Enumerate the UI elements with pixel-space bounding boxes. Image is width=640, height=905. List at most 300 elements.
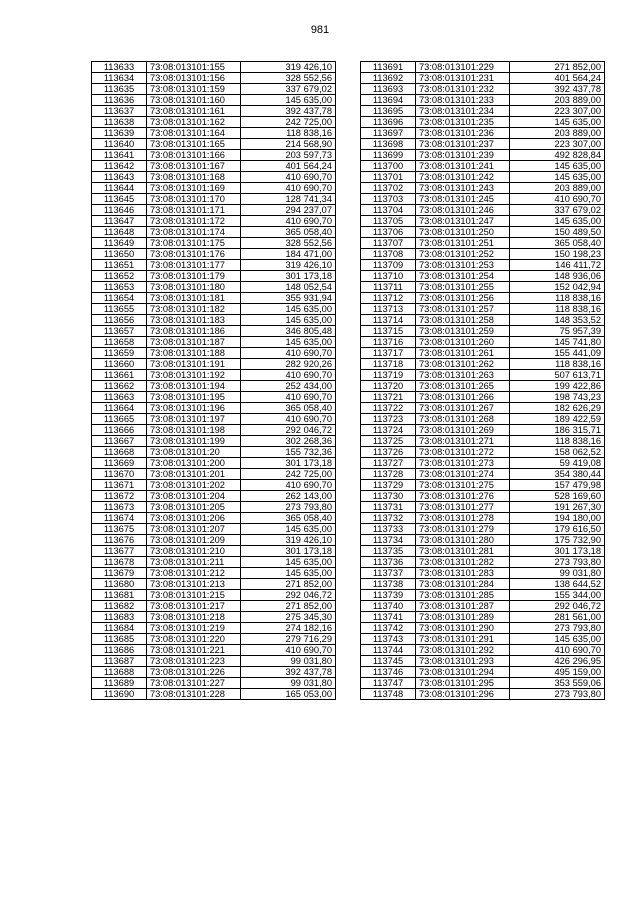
cadastral-number-cell: 73:08:013101:182 [147, 304, 241, 315]
cadastral-value-cell: 203 597,73 [241, 150, 336, 161]
record-number-cell: 113725 [361, 436, 416, 447]
cadastral-value-cell: 118 838,16 [510, 304, 605, 315]
record-number-cell: 113677 [92, 546, 147, 557]
record-number-cell: 113656 [92, 315, 147, 326]
table-row [92, 612, 336, 623]
record-number-cell: 113748 [361, 689, 416, 700]
cadastral-value-cell: 138 644,52 [510, 579, 605, 590]
cadastral-value-cell: 328 552,56 [241, 73, 336, 84]
record-number-cell: 113709 [361, 260, 416, 271]
cadastral-value-cell: 337 679,02 [241, 84, 336, 95]
table-row [361, 524, 605, 535]
record-number-cell: 113703 [361, 194, 416, 205]
record-number-cell: 113728 [361, 469, 416, 480]
record-number-cell: 113653 [92, 282, 147, 293]
table-row [92, 117, 336, 128]
cadastral-number-cell: 73:08:013101:209 [147, 535, 241, 546]
cadastral-number-cell: 73:08:013101:246 [416, 205, 510, 216]
page-number: 981 [310, 24, 330, 36]
table-row [361, 106, 605, 117]
cadastral-value-cell: 410 690,70 [241, 216, 336, 227]
cadastral-number-cell: 73:08:013101:279 [416, 524, 510, 535]
cadastral-number-cell: 73:08:013101:191 [147, 359, 241, 370]
cadastral-value-cell: 492 828,84 [510, 150, 605, 161]
record-number-cell: 113662 [92, 381, 147, 392]
cadastral-value-cell: 273 793,80 [510, 689, 605, 700]
cadastral-value-cell: 145 635,00 [241, 557, 336, 568]
table-row [92, 95, 336, 106]
record-number-cell: 113739 [361, 590, 416, 601]
record-number-cell: 113741 [361, 612, 416, 623]
cadastral-number-cell: 73:08:013101:176 [147, 249, 241, 260]
table-row [92, 447, 336, 458]
cadastral-number-cell: 73:08:013101:254 [416, 271, 510, 282]
table-row [92, 513, 336, 524]
cadastral-value-cell: 175 732,90 [510, 535, 605, 546]
cadastral-value-cell: 346 805,48 [241, 326, 336, 337]
cadastral-value-cell: 223 307,00 [510, 139, 605, 150]
cadastral-value-cell: 319 426,10 [241, 535, 336, 546]
table-row [361, 84, 605, 95]
record-number-cell: 113633 [92, 62, 147, 73]
table-row [92, 161, 336, 172]
table-row [361, 216, 605, 227]
record-number-cell: 113713 [361, 304, 416, 315]
cadastral-number-cell: 73:08:013101:207 [147, 524, 241, 535]
table-row [92, 425, 336, 436]
record-number-cell: 113708 [361, 249, 416, 260]
ledger-body-right [361, 62, 605, 700]
cadastral-value-cell: 118 838,16 [510, 359, 605, 370]
cadastral-number-cell: 73:08:013101:251 [416, 238, 510, 249]
table-row [92, 689, 336, 700]
table-row [92, 502, 336, 513]
table-row [361, 293, 605, 304]
table-row [361, 447, 605, 458]
record-number-cell: 113733 [361, 524, 416, 535]
table-row [361, 612, 605, 623]
cadastral-value-cell: 410 690,70 [241, 392, 336, 403]
table-row [92, 579, 336, 590]
cadastral-number-cell: 73:08:013101:223 [147, 656, 241, 667]
cadastral-value-cell: 271 852,00 [241, 579, 336, 590]
table-row [92, 62, 336, 73]
table-row [92, 436, 336, 447]
cadastral-value-cell: 199 422,86 [510, 381, 605, 392]
record-number-cell: 113686 [92, 645, 147, 656]
table-row [361, 359, 605, 370]
table-row [92, 128, 336, 139]
cadastral-number-cell: 73:08:013101:175 [147, 238, 241, 249]
cadastral-value-cell: 203 889,00 [510, 183, 605, 194]
cadastral-value-cell: 273 793,80 [510, 557, 605, 568]
record-number-cell: 113672 [92, 491, 147, 502]
cadastral-value-cell: 279 716,29 [241, 634, 336, 645]
cadastral-value-cell: 410 690,70 [241, 348, 336, 359]
record-number-cell: 113740 [361, 601, 416, 612]
record-number-cell: 113655 [92, 304, 147, 315]
cadastral-number-cell: 73:08:013101:250 [416, 227, 510, 238]
cadastral-value-cell: 410 690,70 [241, 414, 336, 425]
table-row [361, 557, 605, 568]
table-row [92, 106, 336, 117]
record-number-cell: 113701 [361, 172, 416, 183]
table-row [361, 425, 605, 436]
table-row [92, 359, 336, 370]
record-number-cell: 113649 [92, 238, 147, 249]
cadastral-value-cell: 145 635,00 [241, 524, 336, 535]
cadastral-value-cell: 75 957,39 [510, 326, 605, 337]
cadastral-value-cell: 301 173,18 [241, 458, 336, 469]
cadastral-number-cell: 73:08:013101:213 [147, 579, 241, 590]
cadastral-number-cell: 73:08:013101:199 [147, 436, 241, 447]
table-row [361, 370, 605, 381]
table-row [361, 348, 605, 359]
record-number-cell: 113734 [361, 535, 416, 546]
record-number-cell: 113711 [361, 282, 416, 293]
record-number-cell: 113693 [361, 84, 416, 95]
table-row [92, 227, 336, 238]
table-row [361, 183, 605, 194]
table-row [361, 546, 605, 557]
cadastral-number-cell: 73:08:013101:187 [147, 337, 241, 348]
record-number-cell: 113730 [361, 491, 416, 502]
table-row [361, 392, 605, 403]
cadastral-value-cell: 155 732,36 [241, 447, 336, 458]
record-number-cell: 113727 [361, 458, 416, 469]
record-number-cell: 113695 [361, 106, 416, 117]
cadastral-value-cell: 145 635,00 [510, 161, 605, 172]
table-row [92, 183, 336, 194]
table-row [92, 194, 336, 205]
table-row [361, 161, 605, 172]
cadastral-value-cell: 118 838,16 [510, 293, 605, 304]
cadastral-number-cell: 73:08:013101:196 [147, 403, 241, 414]
cadastral-number-cell: 73:08:013101:291 [416, 634, 510, 645]
cadastral-number-cell: 73:08:013101:197 [147, 414, 241, 425]
table-row [92, 260, 336, 271]
record-number-cell: 113721 [361, 392, 416, 403]
table-row [361, 403, 605, 414]
table-row [361, 249, 605, 260]
record-number-cell: 113694 [361, 95, 416, 106]
record-number-cell: 113671 [92, 480, 147, 491]
cadastral-number-cell: 73:08:013101:162 [147, 117, 241, 128]
cadastral-value-cell: 319 426,10 [241, 62, 336, 73]
cadastral-number-cell: 73:08:013101:235 [416, 117, 510, 128]
cadastral-number-cell: 73:08:013101:290 [416, 623, 510, 634]
record-number-cell: 113722 [361, 403, 416, 414]
record-number-cell: 113647 [92, 216, 147, 227]
record-number-cell: 113667 [92, 436, 147, 447]
cadastral-value-cell: 118 838,16 [241, 128, 336, 139]
cadastral-value-cell: 252 434,00 [241, 381, 336, 392]
cadastral-number-cell: 73:08:013101:283 [416, 568, 510, 579]
record-number-cell: 113720 [361, 381, 416, 392]
cadastral-value-cell: 410 690,70 [241, 645, 336, 656]
table-row [361, 645, 605, 656]
table-row [92, 172, 336, 183]
record-number-cell: 113642 [92, 161, 147, 172]
record-number-cell: 113648 [92, 227, 147, 238]
cadastral-number-cell: 73:08:013101:233 [416, 95, 510, 106]
record-number-cell: 113717 [361, 348, 416, 359]
cadastral-number-cell: 73:08:013101:165 [147, 139, 241, 150]
table-row [361, 172, 605, 183]
table-row [92, 216, 336, 227]
cadastral-number-cell: 73:08:013101:204 [147, 491, 241, 502]
table-row [361, 326, 605, 337]
cadastral-value-cell: 292 046,72 [241, 425, 336, 436]
cadastral-value-cell: 145 635,00 [510, 172, 605, 183]
cadastral-value-cell: 198 743,23 [510, 392, 605, 403]
cadastral-number-cell: 73:08:013101:205 [147, 502, 241, 513]
record-number-cell: 113663 [92, 392, 147, 403]
table-row [361, 194, 605, 205]
cadastral-value-cell: 99 031,80 [241, 656, 336, 667]
cadastral-number-cell: 73:08:013101:256 [416, 293, 510, 304]
cadastral-number-cell: 73:08:013101:277 [416, 502, 510, 513]
cadastral-value-cell: 301 173,18 [241, 546, 336, 557]
record-number-cell: 113635 [92, 84, 147, 95]
ledger-table-right [360, 61, 605, 700]
table-row [92, 568, 336, 579]
cadastral-value-cell: 410 690,70 [510, 645, 605, 656]
table-row [92, 326, 336, 337]
record-number-cell: 113743 [361, 634, 416, 645]
cadastral-value-cell: 145 635,00 [241, 315, 336, 326]
table-row [361, 73, 605, 84]
cadastral-number-cell: 73:08:013101:159 [147, 84, 241, 95]
table-row [361, 139, 605, 150]
table-row [92, 337, 336, 348]
cadastral-number-cell: 73:08:013101:192 [147, 370, 241, 381]
table-row [92, 315, 336, 326]
cadastral-number-cell: 73:08:013101:261 [416, 348, 510, 359]
cadastral-value-cell: 337 679,02 [510, 205, 605, 216]
cadastral-value-cell: 410 690,70 [241, 480, 336, 491]
cadastral-value-cell: 410 690,70 [510, 194, 605, 205]
record-number-cell: 113679 [92, 568, 147, 579]
cadastral-value-cell: 410 690,70 [241, 172, 336, 183]
cadastral-number-cell: 73:08:013101:280 [416, 535, 510, 546]
record-number-cell: 113645 [92, 194, 147, 205]
cadastral-number-cell: 73:08:013101:266 [416, 392, 510, 403]
record-number-cell: 113735 [361, 546, 416, 557]
record-number-cell: 113737 [361, 568, 416, 579]
cadastral-number-cell: 73:08:013101:289 [416, 612, 510, 623]
table-row [92, 601, 336, 612]
record-number-cell: 113683 [92, 612, 147, 623]
table-row [361, 568, 605, 579]
cadastral-value-cell: 184 471,00 [241, 249, 336, 260]
cadastral-number-cell: 73:08:013101:294 [416, 667, 510, 678]
cadastral-value-cell: 145 635,00 [241, 337, 336, 348]
table-row [92, 458, 336, 469]
table-row [92, 645, 336, 656]
table-row [92, 392, 336, 403]
cadastral-value-cell: 242 725,00 [241, 469, 336, 480]
record-number-cell: 113658 [92, 337, 147, 348]
table-row [92, 304, 336, 315]
record-number-cell: 113660 [92, 359, 147, 370]
cadastral-value-cell: 528 169,60 [510, 491, 605, 502]
record-number-cell: 113704 [361, 205, 416, 216]
cadastral-number-cell: 73:08:013101:295 [416, 678, 510, 689]
cadastral-number-cell: 73:08:013101:211 [147, 557, 241, 568]
record-number-cell: 113731 [361, 502, 416, 513]
table-row [92, 678, 336, 689]
record-number-cell: 113715 [361, 326, 416, 337]
cadastral-value-cell: 118 838,16 [510, 436, 605, 447]
record-number-cell: 113724 [361, 425, 416, 436]
record-number-cell: 113744 [361, 645, 416, 656]
record-number-cell: 113745 [361, 656, 416, 667]
cadastral-number-cell: 73:08:013101:239 [416, 150, 510, 161]
record-number-cell: 113684 [92, 623, 147, 634]
record-number-cell: 113644 [92, 183, 147, 194]
table-row [361, 491, 605, 502]
cadastral-number-cell: 73:08:013101:198 [147, 425, 241, 436]
cadastral-number-cell: 73:08:013101:160 [147, 95, 241, 106]
cadastral-value-cell: 128 741,34 [241, 194, 336, 205]
record-number-cell: 113706 [361, 227, 416, 238]
cadastral-number-cell: 73:08:013101:167 [147, 161, 241, 172]
cadastral-value-cell: 282 920,26 [241, 359, 336, 370]
cadastral-value-cell: 273 793,80 [241, 502, 336, 513]
cadastral-value-cell: 145 635,00 [510, 117, 605, 128]
table-row [361, 117, 605, 128]
record-number-cell: 113702 [361, 183, 416, 194]
table-row [92, 84, 336, 95]
record-number-cell: 113698 [361, 139, 416, 150]
cadastral-number-cell: 73:08:013101:221 [147, 645, 241, 656]
cadastral-value-cell: 146 411,72 [510, 260, 605, 271]
cadastral-value-cell: 223 307,00 [510, 106, 605, 117]
cadastral-value-cell: 179 616,50 [510, 524, 605, 535]
table-row [361, 678, 605, 689]
record-number-cell: 113716 [361, 337, 416, 348]
table-row [92, 205, 336, 216]
record-number-cell: 113697 [361, 128, 416, 139]
cadastral-number-cell: 73:08:013101:259 [416, 326, 510, 337]
table-row [361, 282, 605, 293]
table-row [361, 601, 605, 612]
table-row [92, 546, 336, 557]
cadastral-number-cell: 73:08:013101:247 [416, 216, 510, 227]
record-number-cell: 113719 [361, 370, 416, 381]
record-number-cell: 113637 [92, 106, 147, 117]
cadastral-value-cell: 182 626,29 [510, 403, 605, 414]
cadastral-number-cell: 73:08:013101:262 [416, 359, 510, 370]
cadastral-value-cell: 155 441,09 [510, 348, 605, 359]
cadastral-value-cell: 148 052,54 [241, 282, 336, 293]
table-row [92, 634, 336, 645]
cadastral-value-cell: 203 889,00 [510, 128, 605, 139]
cadastral-number-cell: 73:08:013101:206 [147, 513, 241, 524]
table-row [361, 150, 605, 161]
cadastral-number-cell: 73:08:013101:285 [416, 590, 510, 601]
table-row [92, 403, 336, 414]
cadastral-number-cell: 73:08:013101:169 [147, 183, 241, 194]
cadastral-value-cell: 194 180,00 [510, 513, 605, 524]
table-row [361, 590, 605, 601]
cadastral-value-cell: 262 143,00 [241, 491, 336, 502]
record-number-cell: 113705 [361, 216, 416, 227]
cadastral-number-cell: 73:08:013101:218 [147, 612, 241, 623]
record-number-cell: 113707 [361, 238, 416, 249]
cadastral-number-cell: 73:08:013101:258 [416, 315, 510, 326]
cadastral-number-cell: 73:08:013101:242 [416, 172, 510, 183]
cadastral-number-cell: 73:08:013101:194 [147, 381, 241, 392]
cadastral-value-cell: 410 690,70 [241, 183, 336, 194]
cadastral-number-cell: 73:08:013101:171 [147, 205, 241, 216]
record-number-cell: 113685 [92, 634, 147, 645]
record-number-cell: 113661 [92, 370, 147, 381]
cadastral-value-cell: 392 437,78 [510, 84, 605, 95]
cadastral-value-cell: 328 552,56 [241, 238, 336, 249]
cadastral-number-cell: 73:08:013101:263 [416, 370, 510, 381]
table-row [361, 502, 605, 513]
table-row [92, 491, 336, 502]
record-number-cell: 113678 [92, 557, 147, 568]
record-number-cell: 113746 [361, 667, 416, 678]
cadastral-value-cell: 302 268,36 [241, 436, 336, 447]
cadastral-value-cell: 273 793,80 [510, 623, 605, 634]
table-row [92, 656, 336, 667]
cadastral-number-cell: 73:08:013101:183 [147, 315, 241, 326]
cadastral-number-cell: 73:08:013101:281 [416, 546, 510, 557]
record-number-cell: 113634 [92, 73, 147, 84]
cadastral-value-cell: 355 931,94 [241, 293, 336, 304]
cadastral-value-cell: 301 173,18 [510, 546, 605, 557]
record-number-cell: 113687 [92, 656, 147, 667]
cadastral-value-cell: 150 198,23 [510, 249, 605, 260]
record-number-cell: 113680 [92, 579, 147, 590]
table-row [92, 667, 336, 678]
cadastral-number-cell: 73:08:013101:181 [147, 293, 241, 304]
record-number-cell: 113682 [92, 601, 147, 612]
cadastral-number-cell: 73:08:013101:253 [416, 260, 510, 271]
table-row [92, 73, 336, 84]
cadastral-value-cell: 145 635,00 [241, 95, 336, 106]
table-row [92, 535, 336, 546]
cadastral-number-cell: 73:08:013101:229 [416, 62, 510, 73]
record-number-cell: 113666 [92, 425, 147, 436]
table-row [361, 95, 605, 106]
record-number-cell: 113674 [92, 513, 147, 524]
cadastral-number-cell: 73:08:013101:278 [416, 513, 510, 524]
cadastral-number-cell: 73:08:013101:276 [416, 491, 510, 502]
cadastral-number-cell: 73:08:013101:179 [147, 271, 241, 282]
table-row [361, 535, 605, 546]
cadastral-number-cell: 73:08:013101:217 [147, 601, 241, 612]
cadastral-number-cell: 73:08:013101:155 [147, 62, 241, 73]
record-number-cell: 113729 [361, 480, 416, 491]
cadastral-value-cell: 145 741,80 [510, 337, 605, 348]
cadastral-value-cell: 242 725,00 [241, 117, 336, 128]
cadastral-number-cell: 73:08:013101:275 [416, 480, 510, 491]
cadastral-value-cell: 148 936,06 [510, 271, 605, 282]
cadastral-value-cell: 392 437,78 [241, 667, 336, 678]
record-number-cell: 113646 [92, 205, 147, 216]
cadastral-number-cell: 73:08:013101:245 [416, 194, 510, 205]
record-number-cell: 113638 [92, 117, 147, 128]
cadastral-value-cell: 275 345,30 [241, 612, 336, 623]
cadastral-value-cell: 401 564,24 [241, 161, 336, 172]
cadastral-number-cell: 73:08:013101:293 [416, 656, 510, 667]
cadastral-number-cell: 73:08:013101:166 [147, 150, 241, 161]
